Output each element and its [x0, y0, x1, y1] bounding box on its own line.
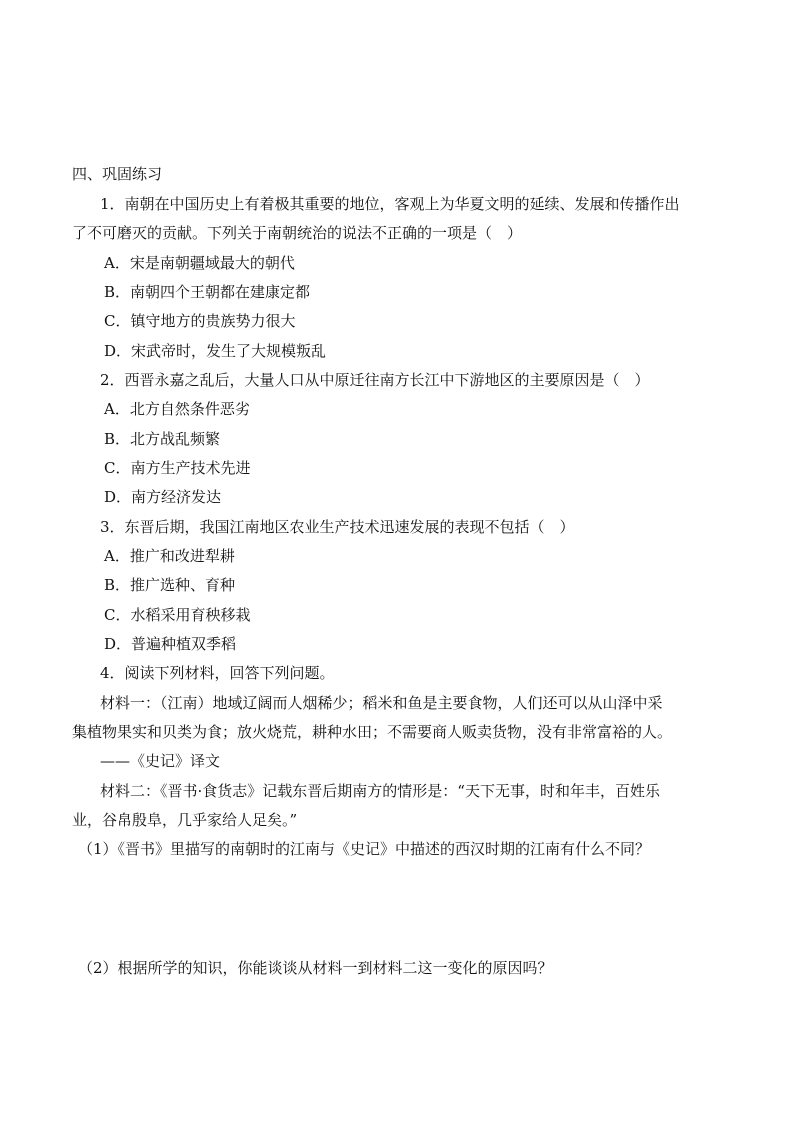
q1-stem-line2: 了不可磨灭的贡献。下列关于南朝统治的说法不正确的一项是（ ） [72, 224, 523, 242]
q4-subquestion-2: （2）根据所学的知识，你能谈谈从材料一到材料二这一变化的原因吗？ [78, 959, 553, 977]
q2-option-b: B．北方战乱频繁 [104, 430, 221, 448]
q3-stem: 3．东晋后期，我国江南地区农业生产技术迅速发展的表现不包括（ ） [100, 518, 575, 536]
q2-stem: 2．西晋永嘉之乱后，大量人口从中原迁往南方长江中下游地区的主要原因是（ ） [100, 371, 650, 389]
q4-material2-line2: 业，谷帛殷阜，几乎家给人足矣。” [72, 811, 298, 829]
q1-option-c: C．镇守地方的贵族势力很大 [104, 312, 296, 330]
q3-option-a: A．推广和改进犁耕 [104, 547, 235, 565]
q1-option-a: A．宋是南朝疆域最大的朝代 [104, 254, 295, 272]
q1-option-b: B．南朝四个王朝都在建康定都 [104, 283, 311, 301]
q1-option-d: D．宋武帝时，发生了大规模叛乱 [104, 342, 327, 360]
q4-material1-line1: 材料一：（江南）地域辽阔而人烟稀少；稻米和鱼是主要食物，人们还可以从山泽中采 [100, 694, 663, 712]
q3-option-c: C．水稻采用育秧移栽 [104, 606, 251, 624]
section-title: 四、巩固练习 [72, 165, 163, 183]
q4-subquestion-1: （1）《晋书》里描写的南朝时的江南与《史记》中描述的西汉时期的江南有什么不同？ [78, 840, 651, 858]
q3-option-d: D．普遍种植双季稻 [104, 635, 237, 653]
q2-option-d: D．南方经济发达 [104, 488, 222, 506]
q4-material1-line2: 集植物果实和贝类为食；放火烧荒，耕种水田；不需要商人贩卖货物，没有非常富裕的人。 [72, 723, 673, 741]
q2-option-c: C．南方生产技术先进 [104, 459, 251, 477]
q4-material2-line1: 材料二：《晋书·食货志》记载东晋后期南方的情形是：“天下无事，时和年丰，百姓乐 [100, 782, 660, 800]
q3-option-b: B．推广选种、育种 [104, 576, 236, 594]
q4-material1-source: ——《史记》译文 [100, 752, 221, 770]
q2-option-a: A．北方自然条件恶劣 [104, 400, 250, 418]
q4-stem: 4．阅读下列材料，回答下列问题。 [100, 664, 335, 682]
q1-stem-line1: 1．南朝在中国历史上有着极其重要的地位，客观上为华夏文明的延续、发展和传播作出 [100, 195, 680, 213]
